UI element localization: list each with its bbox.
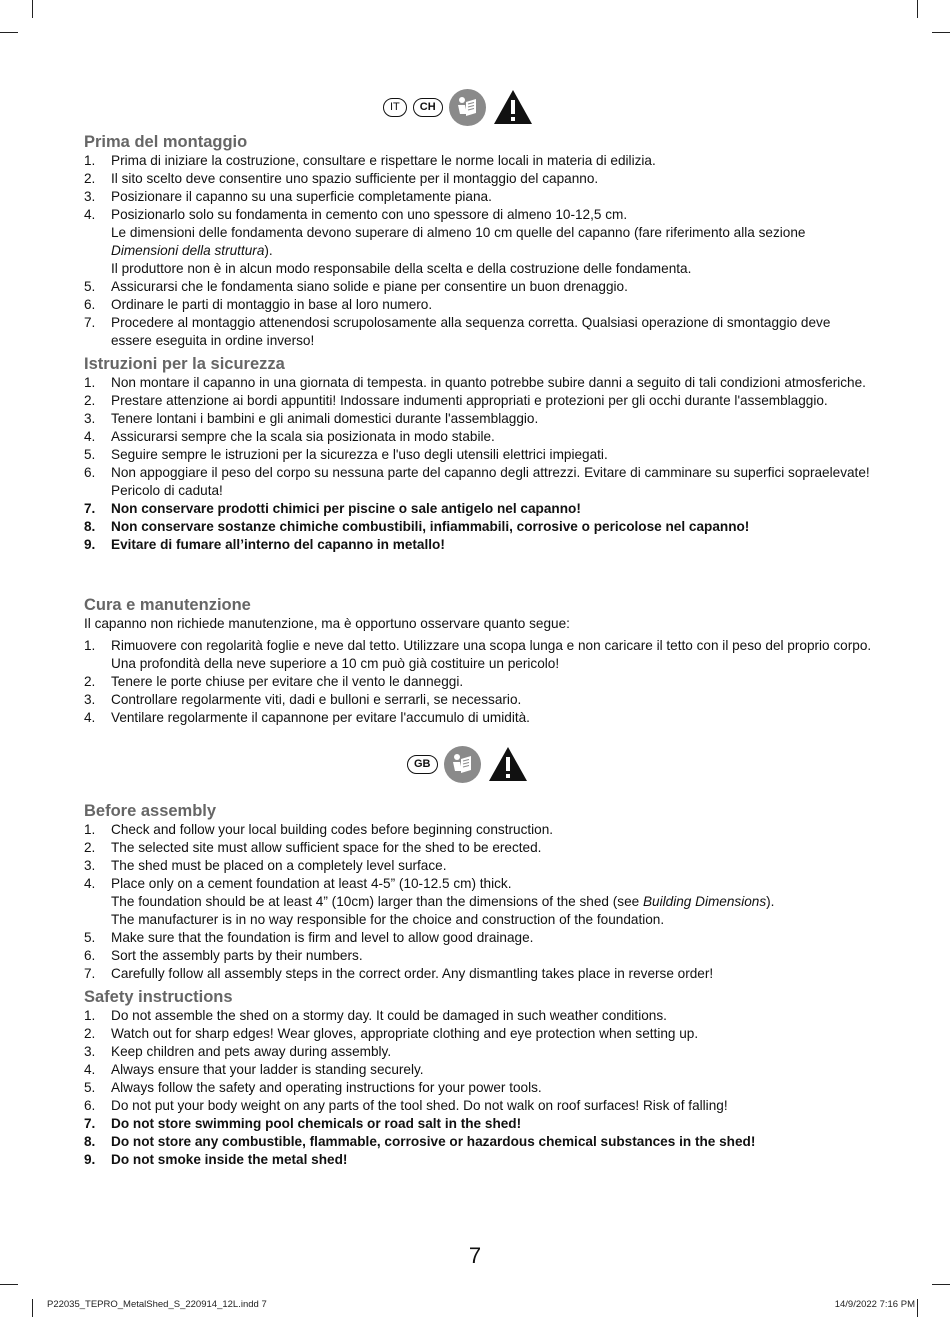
section-safety-en: [84, 987, 874, 1169]
item4-continuation: Il produttore non è in alcun modo responsabile della scelta e della costruzione delle fondamenta.: [111, 261, 692, 276]
heading-cura-manutenzione: Cura e manutenzione: [84, 596, 251, 614]
list-item: 4. Posizionarlo solo su fondamenta in cemento con uno spessore di almeno 10-12,5 cm.: [84, 207, 628, 222]
list-item: 9. Do not smoke inside the metal shed!: [84, 1152, 348, 1167]
lang-badge-it: IT: [383, 98, 407, 117]
list-item: 4. Ventilare regolarmente il capannone per evitare l'accumulo di umidità.: [84, 710, 530, 725]
list-before-assembly-en: [84, 821, 874, 893]
list-item: 3. Controllare regolarmente viti, dadi e bulloni e serrarli, se necessario.: [84, 692, 522, 707]
list-item: 1. Do not assemble the shed on a stormy day. It could be damaged in such weather conditions.: [84, 1008, 667, 1023]
list-before-assembly-it: [84, 152, 874, 224]
read-manual-icon: [444, 746, 481, 783]
list-item: 5. Seguire sempre le istruzioni per la sicurezza e l'uso degli utensili elettrici impiegati.: [84, 447, 608, 462]
list-item: 5. Assicurarsi che le fondamenta siano solide e piane per consentire un buon drenaggio.: [84, 279, 628, 294]
list-item: 1. Non montare il capanno in una giornata di tempesta. in quanto potrebbe subire danni a seguito di tali condizioni atmosferiche.: [84, 375, 866, 390]
list-item: 1. Rimuovere con regolarità foglie e neve dal tetto. Utilizzare una scopa lunga e non caricare il tetto con il peso del proprio corpo. Una profondità della neve superiore a 10 cm può già costituire un pericolo!: [84, 638, 872, 671]
list-item: 6. Non appoggiare il peso del corpo su nessuna parte del capanno degli attrezzi. Evitare di camminare su superfici sopraelevate! Pericolo di caduta!: [84, 465, 870, 498]
list-item: 3. The shed must be placed on a completely level surface.: [84, 858, 447, 873]
list-item: 7. Non conservare prodotti chimici per piscine o sale antigelo nel capanno!: [84, 501, 581, 516]
list-item: 6. Sort the assembly parts by their numbers.: [84, 948, 363, 963]
list-item: 3. Keep children and pets away during assembly.: [84, 1044, 392, 1059]
page-number: 7: [468, 1243, 482, 1268]
list-item: 4. Place only on a cement foundation at least 4-5” (10-12.5 cm) thick.: [84, 876, 512, 891]
item4-continuation: Le dimensioni delle fondamenta devono superare di almeno 10 cm quelle del capanno (fare riferimento alla sezione Dimensioni della struttura).: [111, 225, 806, 258]
list-item: 2. Watch out for sharp edges! Wear gloves, appropriate clothing and eye protection when setting up.: [84, 1026, 699, 1041]
list-item: 2. Il sito scelto deve consentire uno spazio sufficiente per il montaggio del capanno.: [84, 171, 599, 186]
list-item: 3. Tenere lontani i bambini e gli animali domestici durante l'assemblaggio.: [84, 411, 539, 426]
warning-icon: [492, 88, 534, 126]
crop-mark: [932, 32, 950, 33]
list-item: 8. Do not store any combustible, flammable, corrosive or hazardous chemical substances in the shed!: [84, 1134, 756, 1149]
list-safety-en: [84, 1007, 874, 1169]
care-intro: Il capanno non richiede manutenzione, ma è opportuno osservare quanto segue:: [84, 616, 570, 631]
list-item: 7. Carefully follow all assembly steps in the correct order. Any dismantling takes place in reverse order!: [84, 966, 714, 981]
warning-icon: [487, 745, 529, 783]
list-item: 4. Always ensure that your ladder is standing securely.: [84, 1062, 424, 1077]
read-manual-icon: [449, 89, 486, 126]
section-safety-it: [84, 354, 874, 554]
list-item: 8. Non conservare sostanze chimiche combustibili, infiammabili, corrosive o pericolose nel capanno!: [84, 519, 750, 534]
list-item: 2. Tenere le porte chiuse per evitare che il vento le danneggi.: [84, 674, 464, 689]
crop-mark: [932, 1284, 950, 1285]
list-item: 5. Always follow the safety and operating instructions for your power tools.: [84, 1080, 542, 1095]
list-safety-it: [84, 374, 874, 554]
list-item: 6. Ordinare le parti di montaggio in base al loro numero.: [84, 297, 433, 312]
crop-mark: [0, 1284, 18, 1285]
crop-mark: [917, 0, 918, 18]
list-item: 1. Check and follow your local building codes before beginning construction.: [84, 822, 554, 837]
english-icon-row: [407, 745, 529, 783]
list-item: 2. The selected site must allow sufficient space for the shed to be erected.: [84, 840, 542, 855]
list-before-assembly-en-b: [84, 929, 874, 983]
list-item: 3. Posizionare il capanno su una superficie completamente piana.: [84, 189, 492, 204]
section-care-it: [84, 595, 874, 727]
crop-mark: [917, 1299, 918, 1317]
heading-istruzioni-sicurezza: Istruzioni per la sicurezza: [84, 355, 285, 373]
footer-timestamp: 14/9/2022 7:16 PM: [834, 1299, 915, 1310]
list-item: 5. Make sure that the foundation is firm and level to allow good drainage.: [84, 930, 534, 945]
list-item: 9. Evitare di fumare all’interno del capanno in metallo!: [84, 537, 445, 552]
item4-continuation: The foundation should be at least 4” (10cm) larger than the dimensions of the shed (see Building Dimensions).: [111, 894, 775, 909]
lang-badge-ch: CH: [413, 98, 443, 117]
list-item: 1. Prima di iniziare la costruzione, consultare e rispettare le norme locali in materia di edilizia.: [84, 153, 656, 168]
crop-mark: [32, 0, 33, 18]
heading-safety-instructions: Safety instructions: [84, 988, 233, 1006]
list-item: 4. Assicurarsi sempre che la scala sia posizionata in modo stabile.: [84, 429, 495, 444]
item4-continuation: The manufacturer is in no way responsible for the choice and construction of the foundation.: [111, 912, 665, 927]
section-before-assembly-it: [84, 132, 874, 350]
heading-prima-del-montaggio: Prima del montaggio: [84, 133, 248, 151]
lang-badge-gb: GB: [407, 755, 438, 774]
crop-mark: [0, 32, 18, 33]
list-care-it: [84, 637, 874, 727]
italian-icon-row: [383, 88, 534, 126]
crop-mark: [32, 1299, 33, 1317]
footer-filename: P22035_TEPRO_MetalShed_S_220914_12L.indd 7: [47, 1299, 267, 1310]
list-before-assembly-it-b: [84, 278, 874, 350]
list-item: 2. Prestare attenzione ai bordi appuntiti! Indossare indumenti appropriati e protezioni per gli occhi durante l'assemblaggio.: [84, 393, 828, 408]
section-before-assembly-en: [84, 801, 874, 983]
list-item: 7. Procedere al montaggio attenendosi scrupolosamente alla sequenza corretta. Qualsiasi operazione di smontaggio deve essere eseguita in ordine inverso!: [84, 315, 831, 348]
list-item: 6. Do not put your body weight on any parts of the tool shed. Do not walk on roof surfaces! Risk of falling!: [84, 1098, 728, 1113]
heading-before-assembly: Before assembly: [84, 802, 217, 820]
list-item: 7. Do not store swimming pool chemicals or road salt in the shed!: [84, 1116, 522, 1131]
